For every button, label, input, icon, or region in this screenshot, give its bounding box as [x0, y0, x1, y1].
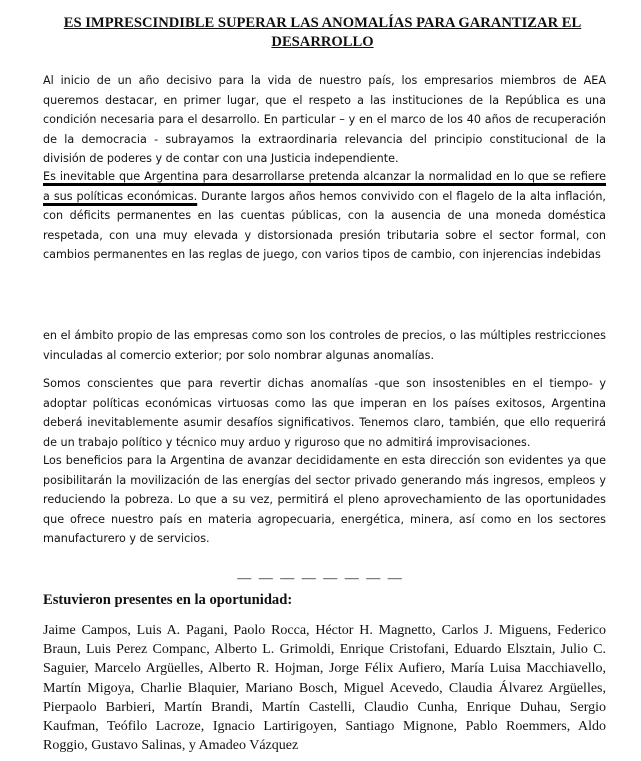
- section-separator: — — — — — — — —: [237, 571, 404, 586]
- paragraph-institutions: Al inicio de un año decisivo para la vida de nuestro país, los empresarios miembros de AEA queremos destacar, en primer lugar, que el respeto a las instituciones de la República es una condición necesaria para el desarrollo. En particular – y en el marco de los 40 años de recuperación de la democracia - subrayamos la extraordinaria relevancia del principio constitucional de la división de poderes y de contar con una Justicia independiente.: [43, 74, 606, 166]
- document-title: ES IMPRESCINDIBLE SUPERAR LAS ANOMALÍAS PARA GARANTIZAR EL DESARROLLO: [63, 15, 582, 50]
- paragraph-benefits: Los beneficios para la Argentina de avanzar decididamente en esta dirección son evidentes ya que posibilitarán la movilización de las energías del sector privado generando más ingresos, empleos y reduciendo la pobreza. Lo que a su vez, permitirá el pleno aprovechamiento de las oportunidades que ofrece nuestro país en materia agropecuaria, energética, minera, así como en los sectores manufacturero y de servicios.: [43, 454, 606, 546]
- paragraph-anomalies: en el ámbito propio de las empresas como son los controles de precios, o las múltiples restricciones vinculadas al comercio exterior; por solo nombrar algunas anomalías.: [43, 329, 606, 362]
- paragraph-continuation: Durante largos años hemos convivido con el flagelo de la alta inflación, con déficits permanentes en las cuentas públicas, con la ausencia de una moneda doméstica respetada, con una muy elevada y distorsionada presión tributaria sobre el sector formal, con cambios permanentes en las reglas de juego, con varios tipos de cambio, con injerencias indebidas: [43, 189, 606, 262]
- paragraph-challenges: Somos conscientes que para revertir dichas anomalías -que son insostenibles en el tiempo- y adoptar políticas económicas virtuosas como las que imperan en los países exitosos, Argentina deberá inevitablemente asumir desafíos significativos. Tenemos claro, también, que ello requerirá de un trabajo político y técnico muy arduo y riguroso que no admitirá improvisaciones.: [43, 377, 606, 449]
- attendees-heading: Estuvieron presentes en la oportunidad:: [43, 592, 293, 608]
- highlighted-sentence: Es inevitable que Argentina para desarrollarse pretenda alcanzar la normalidad en lo que se refiere a sus políticas económicas.: [43, 170, 606, 203]
- paragraph-economic-normality: [43, 167, 606, 265]
- attendees-list: Jaime Campos, Luis A. Pagani, Paolo Rocca, Héctor H. Magnetto, Carlos J. Miguens, Federico Braun, Luis Perez Companc, Alberto L. Grimoldi, Enrique Cristofani, Eduardo Elsztain, Julio C. Saguier, Marcelo Argüelles, Alberto R. Hojman, Jorge Félix Aufiero, María Luisa Macchiavello, Martín Migoya, Charlie Blaquier, Mariano Bosch, Miguel Acevedo, Claudia Álvarez Argüelles, Pierpaolo Barbieri, Martín Brandi, Martín Castelli, Claudio Cunha, Enrique Duhau, Sergio Kaufman, Teófilo Lacroze, Ignacio Lartirigoyen, Santiago Mignone, Pablo Roemmers, Aldo Roggio, Gustavo Salinas, y Amadeo Vázquez: [43, 623, 606, 754]
